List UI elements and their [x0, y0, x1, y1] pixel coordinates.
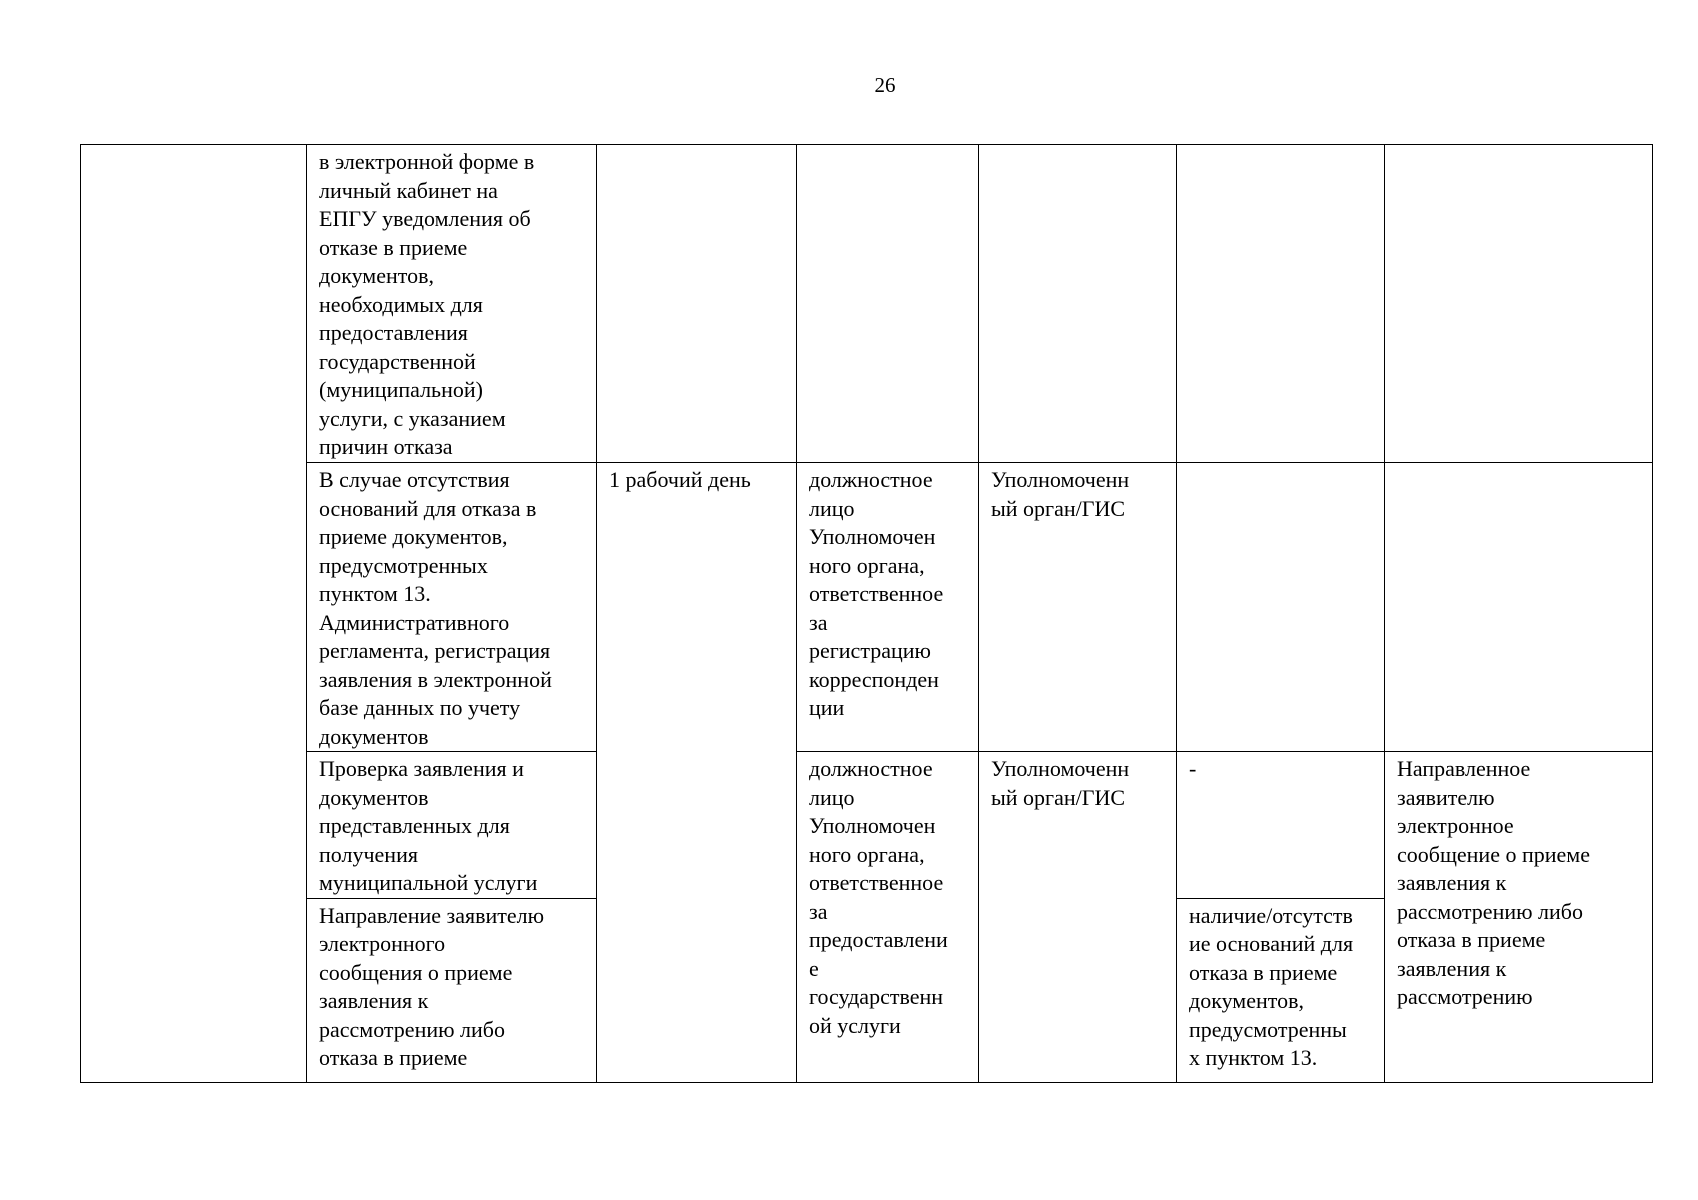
page-number: 26 [874, 73, 896, 97]
action-cell: в электронной форме в личный кабинет на ЕПГУ уведомления об отказе в приеме документов, необходимых для предоставления государственной (муниципальной) услуги, с указанием причин отказа [307, 145, 597, 463]
term-cell: 1 рабочий день [597, 463, 797, 1083]
term-cell [597, 145, 797, 463]
responsible-cell: должностное лицо Уполномочен ного органа, ответственное за регистрацию корреспонден ции [797, 463, 979, 752]
responsible-cell [797, 145, 979, 463]
table-row [81, 145, 1653, 463]
stage-cell [81, 145, 307, 1083]
result-cell: Направленное заявителю электронное сообщение о приеме заявления к рассмотрению либо отказа в приеме заявления к расcмотрению [1385, 752, 1653, 1083]
criteria-cell [1177, 463, 1385, 752]
responsible-cell: должностное лицо Уполномочен ного органа, ответственное за предоставлени е государственн ой услуги [797, 752, 979, 1083]
table-row [81, 463, 1653, 752]
table-row [81, 752, 1653, 899]
action-cell: Проверка заявления и документов представленных для получения муниципальной услуги [307, 752, 597, 899]
action-cell: Направление заявителю электронного сообщения о приеме заявления к рассмотрению либо отказа в приеме [307, 898, 597, 1082]
place-cell: Уполномоченн ый орган/ГИС [979, 752, 1177, 1083]
criteria-cell: - [1177, 752, 1385, 899]
place-cell: Уполномоченн ый орган/ГИС [979, 463, 1177, 752]
criteria-cell: наличие/отсутств ие оснований для отказа в приеме документов, предусмотренны х пунктом 13. [1177, 898, 1385, 1082]
procedure-table [80, 144, 1653, 1083]
result-cell [1385, 145, 1653, 463]
place-cell [979, 145, 1177, 463]
action-cell: В случае отсутствия оснований для отказа в приеме документов, предусмотренных пунктом 13. Административного регламента, регистрация заявления в электронной базе данных по учету документов [307, 463, 597, 752]
criteria-cell [1177, 145, 1385, 463]
result-cell [1385, 463, 1653, 752]
